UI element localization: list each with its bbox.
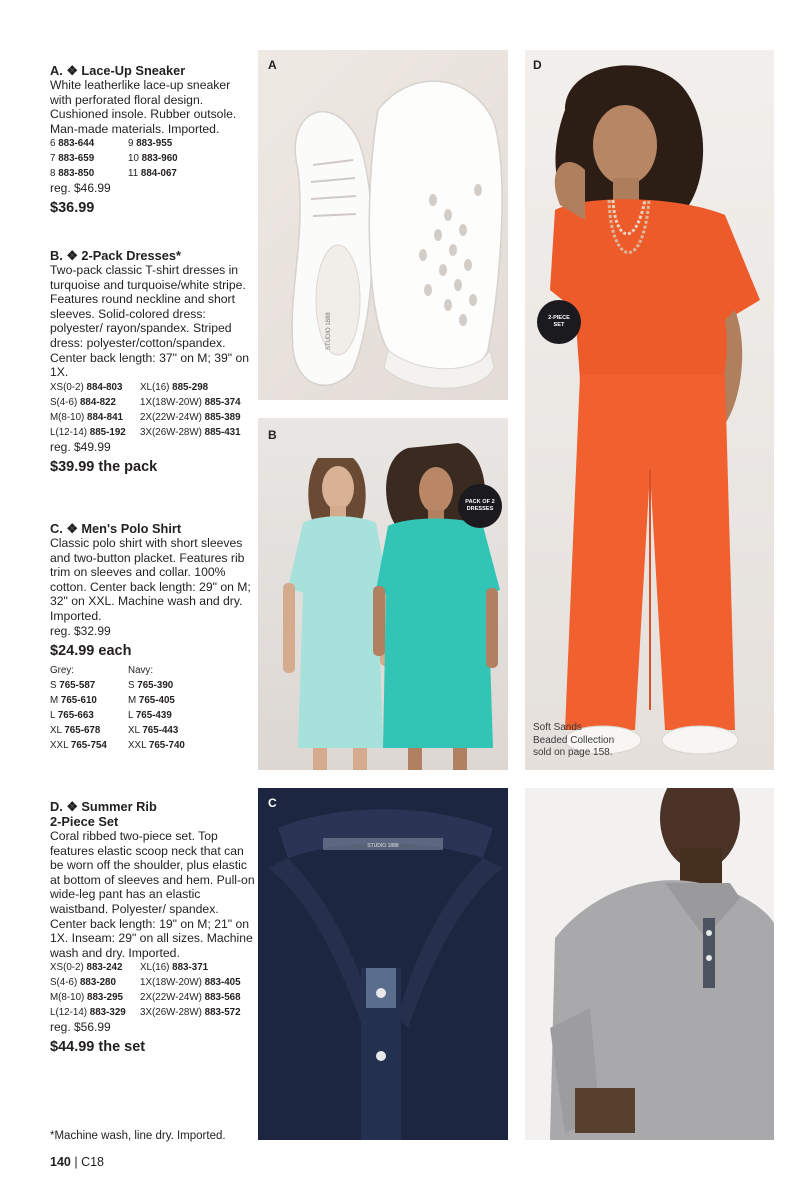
- sku-item: 3X(26W-28W) 883-572: [140, 1007, 241, 1019]
- photo-b-label: B: [268, 428, 277, 442]
- coral-set-illustration: [525, 50, 774, 770]
- sku-item: XXL 765-754: [50, 739, 107, 751]
- brand-mark: STUDIO 1888: [326, 312, 332, 350]
- sku-item: XS(0-2) 884-803: [50, 381, 123, 393]
- color-label-grey: Grey:: [50, 664, 74, 676]
- badge-2-piece-set: 2-PIECE SET: [537, 300, 581, 344]
- sku-item: 2X(22W-24W) 885-389: [140, 411, 241, 423]
- product-c-sku-list: [50, 663, 255, 753]
- product-d-sale-price: $44.99 the set: [50, 1039, 146, 1056]
- right-sneaker: [369, 81, 502, 388]
- product-b-title: B. ❖ 2-Pack Dresses*: [50, 248, 181, 263]
- sku-item: M(8-10) 884-841: [50, 411, 123, 423]
- sku-item: XL(16) 885-298: [140, 381, 209, 393]
- sku-item: L 765-663: [50, 709, 94, 721]
- sku-item: XS(0-2) 883-242: [50, 962, 123, 974]
- sku-item: XL 765-443: [128, 724, 179, 736]
- product-a-block: [50, 63, 255, 218]
- product-b-block: [50, 248, 255, 477]
- page-folio: [50, 1155, 104, 1169]
- product-d-reg-price: reg. $56.99: [50, 1020, 111, 1035]
- sku-item: S(4-6) 883-280: [50, 977, 116, 989]
- photo-a-label: A: [268, 58, 277, 72]
- product-d-sku-list: [50, 960, 255, 1020]
- sku-item: 1X(18W-20W) 885-374: [140, 396, 241, 408]
- product-c-reg-price: reg. $32.99: [50, 623, 111, 638]
- product-c-block: [50, 521, 255, 753]
- footnote: *Machine wash, line dry. Imported.: [50, 1130, 226, 1142]
- sku-item: S(4-6) 884-822: [50, 396, 116, 408]
- sku-item: 2X(22W-24W) 883-568: [140, 992, 241, 1004]
- sku-item: S 765-587: [50, 679, 96, 691]
- photo-c-grey-polo: [525, 788, 774, 1140]
- product-b-description: Two-pack classic T-shirt dresses in turquoise and turquoise/white stripe. Features round neckline and short sleeves. Solid-colored dress: polyester/ rayon/spandex. Striped dress: polyester/cotton/spandex. Center back length: 37" on M; 39" on 1X.: [50, 263, 250, 380]
- sku-item: 9 883-955: [128, 138, 173, 150]
- dresses-illustration: [258, 418, 508, 770]
- photo-a-sneakers: [258, 50, 508, 400]
- product-a-title: A. ❖ Lace-Up Sneaker: [50, 63, 186, 78]
- sku-item: L 765-439: [128, 709, 172, 721]
- product-b-sku-list: [50, 380, 255, 440]
- product-d-title: D. ❖ Summer Rib: [50, 799, 157, 814]
- product-a-reg-price: reg. $46.99: [50, 181, 111, 196]
- photo-b-dresses: [258, 418, 508, 770]
- sku-item: XL(16) 883-371: [140, 962, 209, 974]
- sku-item: L(12-14) 885-192: [50, 426, 126, 438]
- product-a-sale-price: $36.99: [50, 200, 95, 217]
- product-d-block: [50, 799, 255, 1057]
- product-a-description: White leatherlike lace-up sneaker with perforated floral design. Cushioned insole. Rubber outsole. Man-made materials. Imported.: [50, 78, 237, 136]
- product-d-title-line2: 2-Piece Set: [50, 814, 119, 829]
- sku-item: 1X(18W-20W) 883-405: [140, 977, 241, 989]
- sku-item: 10 883-960: [128, 153, 178, 165]
- sku-item: M 765-405: [128, 694, 175, 706]
- photo-d-label: D: [533, 58, 542, 72]
- sku-item: L(12-14) 883-329: [50, 1007, 126, 1019]
- polo-grey-illustration: [525, 788, 774, 1140]
- sku-item: XXL 765-740: [128, 739, 185, 751]
- product-c-title: C. ❖ Men's Polo Shirt: [50, 521, 182, 536]
- product-a-sku-list: [50, 136, 255, 181]
- sku-item: S 765-390: [128, 679, 174, 691]
- sku-item: 11 884-067: [128, 168, 177, 180]
- photo-c-navy-polo: [258, 788, 508, 1140]
- product-b-sale-price: $39.99 the pack: [50, 458, 158, 475]
- sku-item: M 765-610: [50, 694, 97, 706]
- sneakers-illustration: [258, 50, 508, 400]
- product-b-reg-price: reg. $49.99: [50, 439, 111, 454]
- badge-pack-of-2: PACK OF 2 DRESSES: [458, 484, 502, 528]
- sku-item: 6 883-644: [50, 138, 95, 150]
- polo-label-tag: STUDIO 1888: [367, 843, 399, 849]
- page-number: 140: [50, 1155, 71, 1169]
- product-c-description: Classic polo shirt with short sleeves and two-button placket. Features rib trim on sleeves and collar. 100% cotton. Center back length: 29" on M; 32" on XXL. Machine wash and dry. Imported.: [50, 536, 251, 623]
- sku-item: 7 883-659: [50, 153, 95, 165]
- product-d-description: Coral ribbed two-piece set. Top features elastic scoop neck that can be worn off the shoulder, plus elastic at bottom of sleeves and hem. Pull-on wide-leg pant has an elastic waistband. Polyester/ spandex. Center back length: 19" on M; 21" on 1X. Inseam: 29" on all sizes. Machine wash and dry. Imported.: [50, 829, 255, 960]
- sku-item: 3X(26W-28W) 885-431: [140, 426, 241, 438]
- product-c-sale-price: $24.99 each: [50, 642, 132, 659]
- sku-item: XL 765-678: [50, 724, 101, 736]
- sku-item: 8 883-850: [50, 168, 95, 180]
- photo-c-label: C: [268, 796, 277, 810]
- left-sneaker: [292, 112, 372, 386]
- folio-separator: |: [74, 1155, 78, 1169]
- jewelry-caption: Soft Sands Beaded Collection sold on page 158.: [533, 722, 615, 758]
- catalog-code: C18: [81, 1155, 105, 1169]
- polo-navy-illustration: [258, 788, 508, 1140]
- photo-d-coral-set: [525, 50, 774, 770]
- sku-item: M(8-10) 883-295: [50, 992, 123, 1004]
- color-label-navy: Navy:: [128, 664, 154, 676]
